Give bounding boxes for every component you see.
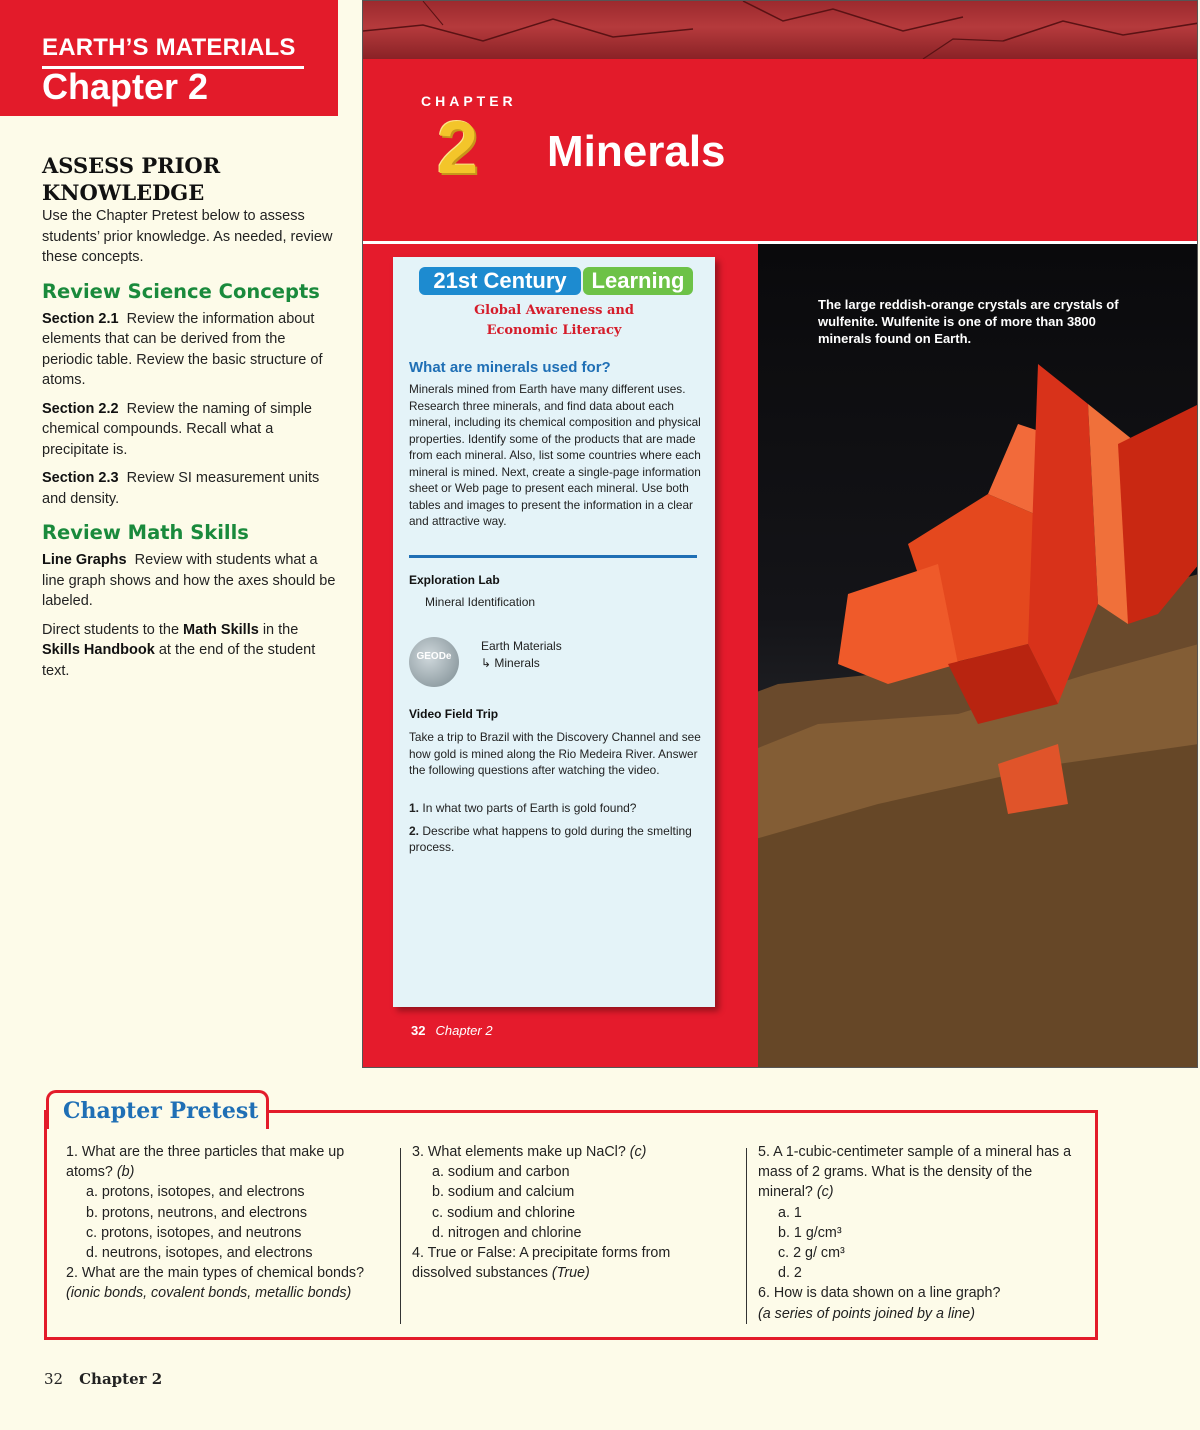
footer-chapter: Chapter 2 [79,1370,163,1388]
chapter-number: 2 [437,106,479,189]
pretest-column-1 [66,1142,392,1304]
q1-option-b [66,1203,392,1223]
sidebar-panel [393,257,715,1007]
sidebar-rule [409,555,697,558]
option-letter: d. [432,1224,444,1241]
assess-text: Use the Chapter Pretest below to assess students’ prior knowledge. As needed, review these concepts. [42,208,333,265]
q3-option-d [412,1223,732,1243]
footer-page: 32 [44,1370,64,1388]
q3-answer: (c) [629,1144,647,1160]
pretest-column-2 [412,1142,732,1283]
q5-text: A 1-cubic-centimeter sample of a mineral has a mass of 2 grams. What is the density of the mineral? [758,1144,1072,1201]
q5-option-b [758,1223,1084,1243]
section-text: Review the information about elements that can be derived from the periodic table. Review the basic structure of atoms. [42,310,323,388]
section-label: Section 2.2 [42,400,119,417]
section-label: Section 2.1 [42,310,119,327]
option-text: sodium and carbon [447,1164,570,1181]
review-science-title: Review Science Concepts [42,279,320,303]
sidebar-body: Minerals mined from Earth have many different uses. Research three minerals, and find data about each mineral, including its chemical composition and physical properties. Identify some of the products that are made from each mineral. Also, list some countries where each mineral is mined. Next, create a single-page information sheet or Web page to present each mineral. Use both tables and images to present the information in a clear and attractive way. [409,382,701,528]
q4-answer: (True) [551,1265,590,1282]
pretest-q2: 2. What are the main types of chemical bonds? (ionic bonds, covalent bonds, metallic bonds) [66,1265,365,1302]
pretest-q1: 1. What are the three particles that make up atoms? (b) [66,1144,345,1181]
q6-answer: (a series of points joined by a line) [758,1305,975,1322]
q4-text: True or False: A precipitate forms from dissolved substances [412,1245,671,1282]
geode-icon [409,637,459,687]
video-question-1-text: In what two parts of Earth is gold found? [422,801,637,815]
q2-text: What are the main types of chemical bonds? [81,1265,365,1282]
student-page-number [411,1023,493,1038]
logo-21st-century: 21st Century [419,267,581,295]
option-letter: c. [778,1245,790,1262]
q3-text: What elements make up NaCl? [427,1144,626,1160]
section-2-3 [42,468,338,509]
video-text: Take a trip to Brazil with the Discovery Channel and see how gold is mined along the Rio Medeira River. Answer the following questions after watching the video. [409,730,701,777]
page-footer [44,1370,162,1388]
mineral-crystal-illustration [758,244,1198,1068]
option-text: nitrogen and chlorine [447,1224,582,1241]
option-text: sodium and calcium [447,1184,575,1201]
option-letter: c. [432,1204,444,1221]
option-text: neutrons, isotopes, and electrons [101,1245,313,1262]
q1-text: What are the three particles that make up atoms? [66,1144,345,1181]
assess-title: ASSESS PRIOR KNOWLEDGE [42,153,221,205]
q3-option-c [412,1203,732,1223]
page-num: 32 [411,1023,426,1038]
q1-option-d [66,1243,392,1263]
option-text: protons, neutrons, and electrons [101,1204,307,1221]
chapter-pretest-title: Chapter Pretest [46,1090,269,1129]
pretest-column-3 [758,1142,1084,1324]
arrow-icon: ↳ [481,656,495,670]
section-text: Review SI measurement units and density. [42,470,320,507]
geode-label: GEODe [416,651,452,662]
chapter-label: Chapter 2 [42,66,209,107]
geo-line-1: Earth Materials [481,639,562,653]
q1-answer: (b) [116,1164,135,1181]
skills-handbook-ref: Skills Handbook [42,642,155,658]
exploration-lab-text: Mineral Identification [425,595,536,609]
q6-text: How is data shown on a line graph? [773,1285,1001,1302]
wulfenite-photo [758,244,1198,1068]
chapter-word: CHAPTER [421,93,517,109]
direct-post: at the end of the student text. [42,642,316,679]
q5-answer: (c) [816,1184,834,1201]
option-letter: b. [86,1204,98,1221]
section-label: Section 2.3 [42,470,119,486]
option-text: 2 [793,1265,802,1282]
math-skills-ref: Math Skills [183,621,259,638]
q3-option-b [412,1182,732,1202]
line-graphs-note [42,550,338,612]
option-text: 1 g/cm³ [793,1224,842,1241]
option-text: sodium and chlorine [447,1204,576,1221]
pretest-divider-1 [400,1148,401,1324]
review-math-title: Review Math Skills [42,521,249,544]
subject-label: EARTH’S MATERIALS [42,34,296,61]
q5-option-c [758,1243,1084,1263]
pretest-q3: 3. What elements make up NaCl? (c) [412,1144,647,1160]
section-2-1 [42,309,338,391]
geo-line-2-row [481,656,540,670]
section-2-2 [42,399,338,461]
geo-line-2: Minerals [494,656,540,670]
option-letter: b. [778,1224,790,1241]
option-text: 1 [793,1204,802,1221]
chapter-title: Minerals [547,127,726,176]
option-letter: a. [778,1204,790,1221]
pretest-q4: 4. True or False: A precipitate forms from dissolved substances (True) [412,1245,671,1282]
q2-answer: (ionic bonds, covalent bonds, metallic bonds) [66,1285,352,1302]
option-letter: c. [86,1224,98,1241]
video-field-trip-label: Video Field Trip [409,707,499,721]
pretest-divider-2 [746,1148,747,1324]
global-awareness-heading [393,301,715,341]
pretest-q5: 5. A 1-cubic-centimeter sample of a mineral has a mass of 2 grams. What is the density of the mineral? (c) [758,1144,1072,1201]
direct-mid: in the [262,621,299,638]
rock-texture-strip [363,1,1198,59]
section-text: Review the naming of simple chemical compounds. Recall what a precipitate is. [42,400,312,458]
q5-option-d [758,1263,1084,1283]
crack-lines [363,1,1198,59]
q1-option-c [66,1223,392,1243]
chapter-header-box [0,0,338,116]
option-text: 2 g/ cm³ [793,1245,845,1262]
direct-note [42,620,338,682]
video-question-1: 1. In what two parts of Earth is gold found? [409,801,637,815]
global-line-1: Global Awareness and [474,303,634,318]
q1-option-a [66,1182,392,1202]
logo-learning: Learning [583,267,693,295]
option-text: protons, isotopes, and neutrons [101,1224,302,1241]
chapter-title-banner [363,59,1198,244]
pretest-q6: 6. How is data shown on a line graph? (a series of points joined by a line) [758,1285,1001,1322]
video-question-2: 2. Describe what happens to gold during the smelting process. [409,824,692,854]
option-letter: a. [432,1164,444,1181]
q5-option-a [758,1203,1084,1223]
video-question-2-text: Describe what happens to gold during the smelting process. [409,824,692,854]
sidebar-question: What are minerals used for? [409,359,611,376]
option-letter: a. [86,1184,98,1201]
student-page [362,0,1198,1068]
option-letter: b. [432,1184,444,1201]
teacher-notes-column [42,152,338,689]
direct-pre: Direct students to the [42,621,180,638]
line-graphs-text: Review with students what a line graph shows and how the axes should be labeled. [42,552,336,609]
option-letter: d. [86,1245,98,1262]
exploration-lab-label: Exploration Lab [409,573,500,587]
photo-caption: The large reddish-orange crystals are crystals of wulfenite. Wulfenite is one of more than 3800 minerals found on Earth. [818,297,1119,346]
page-chapter: Chapter 2 [435,1023,493,1038]
option-text: protons, isotopes, and electrons [101,1184,305,1201]
line-graphs-label: Line Graphs [42,552,127,568]
option-letter: d. [778,1265,790,1282]
21st-century-learning-logo [419,267,689,297]
q3-option-a [412,1162,732,1182]
global-line-2: Economic Literacy [486,323,622,338]
